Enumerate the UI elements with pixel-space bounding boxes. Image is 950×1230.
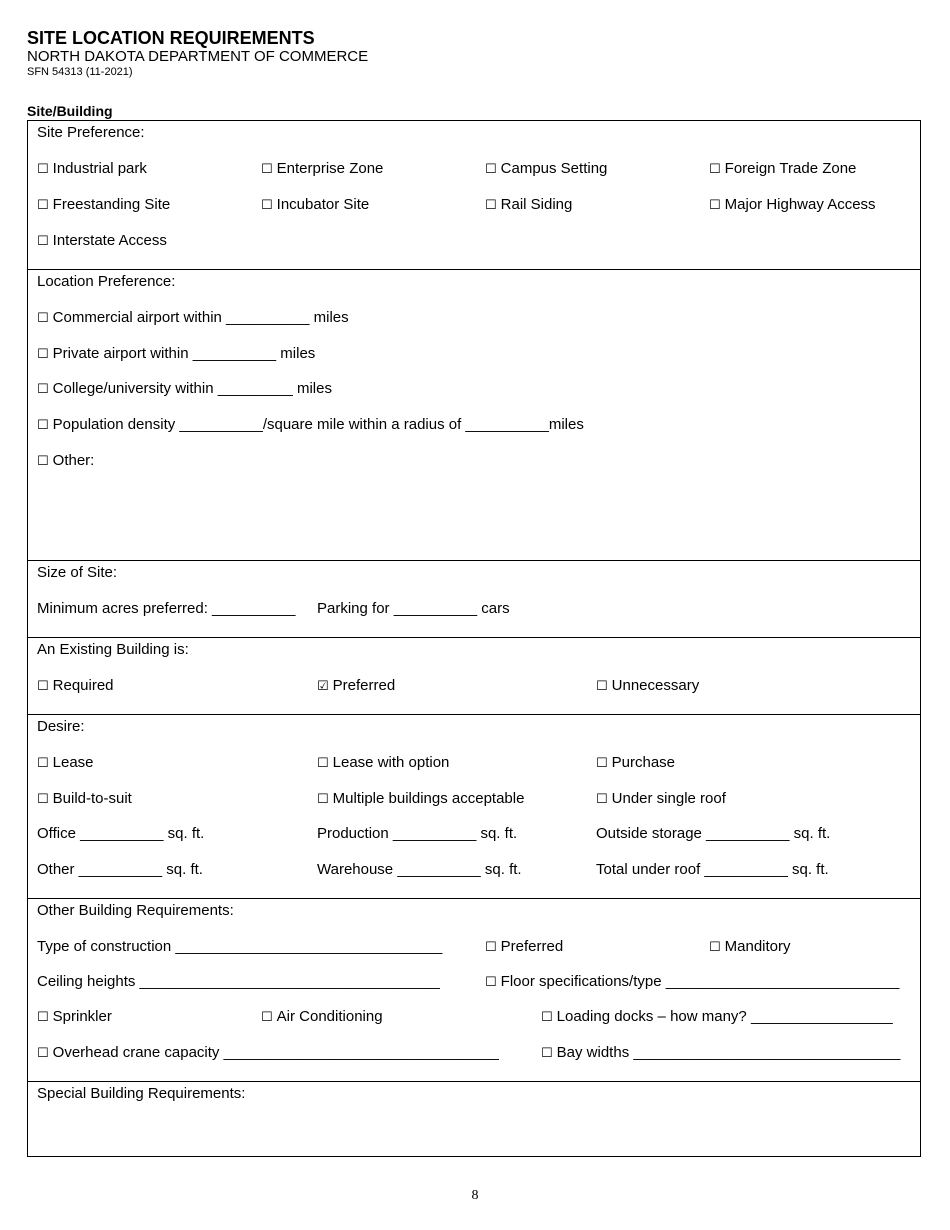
checkbox-under-single-roof[interactable]: ☐ Under single roof (596, 790, 726, 807)
site-preference-section (28, 121, 920, 269)
checkbox-icon: ☐ (37, 679, 49, 694)
checkbox-icon: ☐ (37, 198, 49, 213)
desire-section (28, 714, 920, 898)
special-building-section (28, 1081, 920, 1157)
checkbox-construction-preferred[interactable]: ☐ Preferred (485, 938, 564, 955)
section-title: Site/Building (27, 103, 113, 119)
checkbox-commercial-airport[interactable]: ☐ Commercial airport within __________ miles (37, 309, 349, 326)
checkbox-lease[interactable]: ☐ Lease (37, 754, 94, 771)
checkbox-campus-setting[interactable]: ☐ Campus Setting (485, 160, 608, 177)
checked-checkbox-icon: ☑ (317, 679, 329, 694)
checkbox-icon: ☐ (709, 198, 721, 213)
checkbox-college-university[interactable]: ☐ College/university within _________ miles (37, 380, 332, 397)
checkbox-loading-docks[interactable]: ☐ Loading docks – how many? _________________ (541, 1008, 893, 1025)
checkbox-icon: ☐ (596, 679, 608, 694)
form-box (27, 120, 921, 1157)
checkbox-foreign-trade-zone[interactable]: ☐ Foreign Trade Zone (709, 160, 857, 177)
checkbox-icon: ☐ (317, 792, 329, 807)
site-preference-label: Site Preference: (37, 124, 145, 141)
checkbox-icon: ☐ (37, 756, 49, 771)
checkbox-rail-siding[interactable]: ☐ Rail Siding (485, 196, 573, 213)
checkbox-required[interactable]: ☐ Required (37, 677, 114, 694)
checkbox-other[interactable]: ☐ Other: (37, 452, 95, 469)
form-title: SITE LOCATION REQUIREMENTS (27, 28, 315, 48)
department-name: NORTH DAKOTA DEPARTMENT OF COMMERCE (27, 48, 369, 65)
checkbox-icon: ☐ (596, 792, 608, 807)
checkbox-icon: ☐ (541, 1010, 553, 1025)
checkbox-icon: ☐ (541, 1046, 553, 1061)
checkbox-overhead-crane[interactable]: ☐ Overhead crane capacity _________________________________ (37, 1044, 499, 1061)
checkbox-icon: ☐ (37, 162, 49, 177)
checkbox-population-density[interactable]: ☐ Population density __________/square mile within a radius of __________miles (37, 416, 584, 433)
existing-building-section (28, 637, 920, 714)
office-sqft-field[interactable]: Office __________ sq. ft. (37, 825, 205, 842)
checkbox-icon: ☐ (317, 756, 329, 771)
desire-label: Desire: (37, 718, 85, 735)
other-building-section (28, 898, 920, 1081)
location-preference-label: Location Preference: (37, 273, 176, 290)
checkbox-construction-manditory[interactable]: ☐ Manditory (709, 938, 791, 955)
location-preference-section (28, 269, 920, 560)
form-header (27, 28, 368, 79)
outside-storage-sqft-field[interactable]: Outside storage __________ sq. ft. (596, 825, 831, 842)
checkbox-icon: ☐ (596, 756, 608, 771)
checkbox-icon: ☐ (37, 234, 49, 249)
checkbox-private-airport[interactable]: ☐ Private airport within __________ miles (37, 345, 316, 362)
size-of-site-label: Size of Site: (37, 564, 118, 581)
other-building-label: Other Building Requirements: (37, 902, 234, 919)
checkbox-unnecessary[interactable]: ☐ Unnecessary (596, 677, 700, 694)
checkbox-icon: ☐ (485, 975, 497, 990)
checkbox-lease-with-option[interactable]: ☐ Lease with option (317, 754, 450, 771)
other-sqft-field[interactable]: Other __________ sq. ft. (37, 861, 203, 878)
total-under-roof-sqft-field[interactable]: Total under roof __________ sq. ft. (596, 861, 829, 878)
checkbox-bay-widths[interactable]: ☐ Bay widths ________________________________ (541, 1044, 901, 1061)
existing-building-label: An Existing Building is: (37, 641, 189, 658)
checkbox-sprinkler[interactable]: ☐ Sprinkler (37, 1008, 112, 1025)
checkbox-enterprise-zone[interactable]: ☐ Enterprise Zone (261, 160, 384, 177)
ceiling-heights-field[interactable]: Ceiling heights ____________________________________ (37, 973, 440, 990)
production-sqft-field[interactable]: Production __________ sq. ft. (317, 825, 518, 842)
checkbox-build-to-suit[interactable]: ☐ Build-to-suit (37, 790, 132, 807)
warehouse-sqft-field[interactable]: Warehouse __________ sq. ft. (317, 861, 522, 878)
checkbox-freestanding-site[interactable]: ☐ Freestanding Site (37, 196, 171, 213)
checkbox-icon: ☐ (37, 792, 49, 807)
checkbox-icon: ☐ (37, 1046, 49, 1061)
checkbox-icon: ☐ (709, 940, 721, 955)
min-acres-field[interactable]: Minimum acres preferred: __________ (37, 600, 296, 617)
checkbox-preferred[interactable]: ☑ Preferred (317, 677, 396, 694)
checkbox-icon: ☐ (261, 162, 273, 177)
checkbox-purchase[interactable]: ☐ Purchase (596, 754, 676, 771)
checkbox-icon: ☐ (37, 1010, 49, 1025)
checkbox-floor-specifications[interactable]: ☐ Floor specifications/type ____________________________ (485, 973, 900, 990)
checkbox-icon: ☐ (485, 162, 497, 177)
special-building-label: Special Building Requirements: (37, 1085, 246, 1102)
checkbox-icon: ☐ (709, 162, 721, 177)
checkbox-air-conditioning[interactable]: ☐ Air Conditioning (261, 1008, 383, 1025)
size-of-site-section (28, 560, 920, 637)
checkbox-icon: ☐ (261, 198, 273, 213)
checkbox-incubator-site[interactable]: ☐ Incubator Site (261, 196, 370, 213)
checkbox-icon: ☐ (37, 454, 49, 469)
checkbox-icon: ☐ (485, 940, 497, 955)
parking-field[interactable]: Parking for __________ cars (317, 600, 510, 617)
checkbox-icon: ☐ (261, 1010, 273, 1025)
checkbox-multiple-buildings[interactable]: ☐ Multiple buildings acceptable (317, 790, 525, 807)
checkbox-interstate-access[interactable]: ☐ Interstate Access (37, 232, 167, 249)
type-of-construction-field[interactable]: Type of construction ________________________________ (37, 938, 443, 955)
form-number: SFN 54313 (11-2021) (27, 66, 133, 78)
page-number: 8 (471, 1188, 479, 1203)
checkbox-icon: ☐ (37, 347, 49, 362)
checkbox-industrial-park[interactable]: ☐ Industrial park (37, 160, 147, 177)
checkbox-icon: ☐ (37, 311, 49, 326)
checkbox-major-highway-access[interactable]: ☐ Major Highway Access (709, 196, 876, 213)
checkbox-icon: ☐ (37, 418, 49, 433)
checkbox-icon: ☐ (37, 382, 49, 397)
checkbox-icon: ☐ (485, 198, 497, 213)
